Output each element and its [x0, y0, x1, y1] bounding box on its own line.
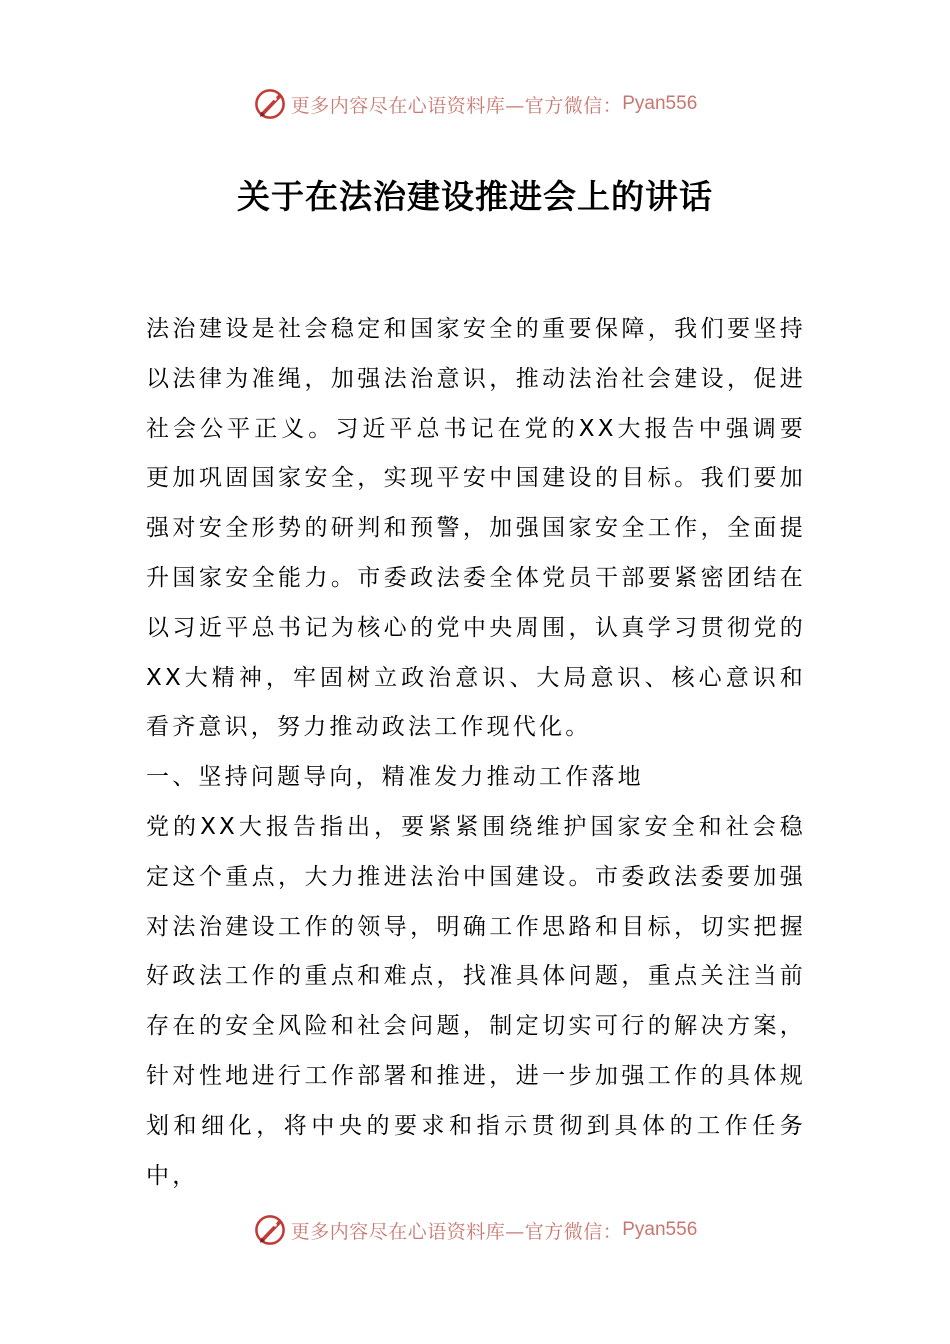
paragraph-section-1: 党的XX大报告指出，要紧紧围绕维护国家安全和社会稳定这个重点，大力推进法治中国建设。市委政法委要加强对法治建设工作的领导，明确工作思路和目标，切实把握好政法工作的重点和难点，找准具体问题，重点关注当前存在的安全风险和社会问题，制定切实可行的解决方案，针对性地进行工作部署和推进，进一步加强工作的具体规划和细化，将中央的要求和指示贯彻到具体的工作任务中， [146, 813, 806, 1189]
page-title: 关于在法治建设推进会上的讲话 [237, 177, 713, 216]
pen-logo-icon [253, 87, 287, 121]
paragraph-intro: 法治建设是社会稳定和国家安全的重要保障，我们要坚持以法律为准绳，加强法治意识，推动法治社会建设，促进社会公平正义。习近平总书记在党的XX大报告中强调要更加巩固国家安全，实现平安中国建设的目标。我们要加强对安全形势的研判和预警，加强国家安全工作，全面提升国家安全能力。市委政法委全体党员干部要紧密团结在以习近平总书记为核心的党中央周围，认真学习贯彻党的XX大精神，牢固树立政治意识、大局意识、核心意识和看齐意识，努力推动政法工作现代化。 [146, 316, 806, 741]
pen-logo-icon [253, 1213, 287, 1247]
watermark-banner-top [0, 84, 950, 124]
watermark-text: 更多内容尽在心语资料库—官方微信： [290, 94, 623, 117]
watermark-wechat-id: Pyan556 [622, 1219, 698, 1240]
document-body [146, 305, 806, 1201]
watermark-text: 更多内容尽在心语资料库—官方微信： [290, 1220, 623, 1243]
watermark-banner-bottom [0, 1210, 950, 1250]
section-heading-1: 一、坚持问题导向，精准发力推动工作落地 [146, 764, 644, 791]
watermark-wechat-id: Pyan556 [622, 93, 698, 114]
